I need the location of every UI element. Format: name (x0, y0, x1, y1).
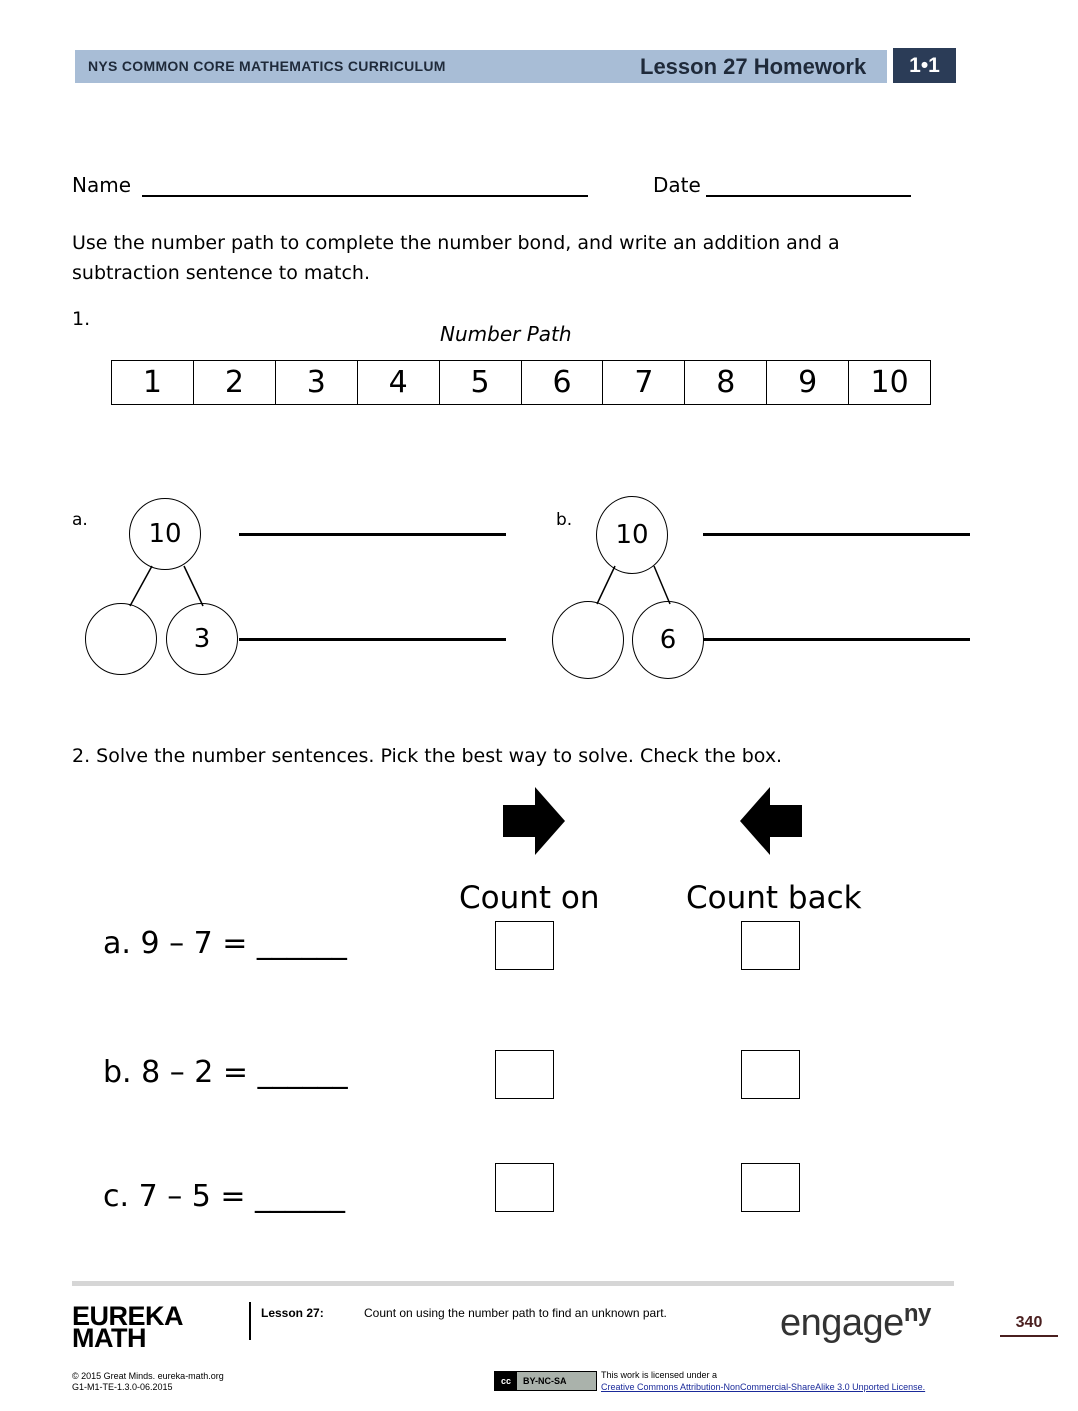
bond-connector-a-left (130, 566, 152, 606)
bond-whole-b: 10 (596, 496, 668, 574)
count-on-header: Count on (459, 880, 600, 916)
checkbox-b-count-back[interactable] (741, 1050, 800, 1099)
lesson-title: Lesson 27 Homework (640, 54, 867, 79)
number-path-cell: 1 (112, 361, 194, 404)
license-text: This work is licensed under a (601, 1370, 718, 1380)
problem-1-number: 1. (72, 308, 91, 330)
bond-part-b-left[interactable] (552, 601, 624, 679)
bond-whole-a: 10 (129, 498, 201, 570)
problem-1b-label: b. (556, 510, 573, 530)
eureka-math-logo (72, 1301, 184, 1353)
number-path-cell: 8 (685, 361, 767, 404)
page-number: 340 (1000, 1314, 1058, 1337)
bond-connector-b-right (654, 566, 670, 604)
number-path-cell: 5 (440, 361, 522, 404)
copyright: © 2015 Great Minds. eureka-math.org (72, 1371, 224, 1381)
addition-sentence-line-b[interactable] (703, 533, 970, 536)
cc-license-badge[interactable] (494, 1371, 597, 1391)
doc-code: G1-M1-TE-1.3.0-06.2015 (72, 1382, 173, 1392)
problem-2-prompt: 2. Solve the number sentences. Pick the best way to solve. Check the box. (72, 745, 783, 767)
cc-icon: cc (495, 1372, 517, 1390)
problem-1a-label: a. (72, 510, 88, 530)
bond-part-b-right: 6 (632, 601, 704, 679)
left-arrow-icon (740, 787, 804, 855)
number-path-cell: 10 (870, 365, 909, 400)
engage-text: engage (780, 1302, 904, 1344)
bond-connector-a-right (184, 566, 203, 606)
number-path-cell: 3 (276, 361, 358, 404)
subtraction-sentence-line-b[interactable] (703, 638, 970, 641)
number-path-title: Number Path (440, 322, 572, 346)
footer-lesson-desc: Count on using the number path to find an unknown part. (364, 1306, 667, 1320)
bond-connector-b-left (597, 566, 615, 604)
addition-sentence-line-a[interactable] (239, 533, 506, 536)
checkbox-c-count-on[interactable] (495, 1163, 554, 1212)
checkbox-a-count-on[interactable] (495, 921, 554, 970)
equation-a: a. 9 – 7 = ______ (103, 926, 347, 961)
logo-line-1: EUREKA (72, 1301, 184, 1331)
number-path-cell: 4 (358, 361, 440, 404)
engageny-logo (780, 1300, 931, 1345)
number-path-cell: 9 (767, 361, 849, 404)
number-path-cell: 7 (603, 361, 685, 404)
license-link[interactable]: Creative Commons Attribution-NonCommercial-ShareAlike 3.0 Unported License. (601, 1382, 926, 1392)
equation-c: c. 7 – 5 = ______ (103, 1179, 346, 1214)
module-code-badge: 1•1 (893, 48, 956, 83)
cc-badge-text: BY-NC-SA (523, 1376, 567, 1386)
engage-ny-sup: ny (903, 1300, 931, 1327)
footer-separator (249, 1302, 251, 1340)
checkbox-b-count-on[interactable] (495, 1050, 554, 1099)
number-path-cell: 2 (194, 361, 276, 404)
footer-lesson-label: Lesson 27: (261, 1306, 324, 1320)
right-arrow-icon (503, 787, 567, 855)
logo-line-2: MATH (72, 1323, 146, 1353)
footer-divider (72, 1281, 954, 1286)
name-label: Name (72, 173, 132, 197)
instructions: Use the number path to complete the number bond, and write an addition and a subtraction sentence to match. (72, 232, 840, 284)
curriculum-title: NYS COMMON CORE MATHEMATICS CURRICULUM (88, 58, 446, 74)
equation-b: b. 8 – 2 = ______ (103, 1055, 348, 1090)
subtraction-sentence-line-a[interactable] (239, 638, 506, 641)
date-label: Date (653, 173, 701, 197)
checkbox-c-count-back[interactable] (741, 1163, 800, 1212)
bond-part-a-left[interactable] (85, 603, 157, 675)
count-back-header: Count back (686, 880, 862, 916)
bond-part-a-right: 3 (166, 603, 238, 675)
number-path-cell: 6 (522, 361, 604, 404)
checkbox-a-count-back[interactable] (741, 921, 800, 970)
